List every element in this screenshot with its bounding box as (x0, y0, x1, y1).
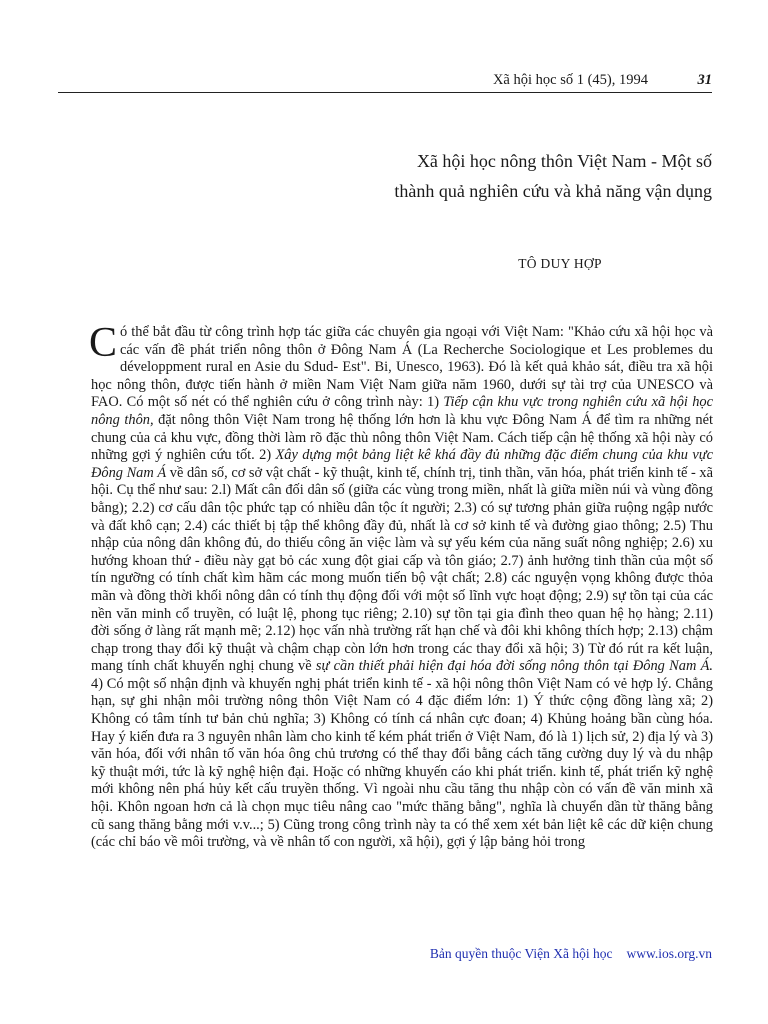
copyright-notice: Bản quyền thuộc Viện Xã hội học (429, 946, 613, 961)
page-footer (380, 946, 712, 962)
article-title-line-1: Xã hội học nông thôn Việt Nam - Một số (416, 151, 712, 171)
running-header (58, 72, 712, 93)
body-text-segment: về dân số, cơ sở vật chất - kỹ thuật, kinh tế, chính trị, tinh thần, văn hóa, phát triển kinh tế - xã hội. Cụ thể như sau: 2.l) Mất cân đối dân số (giữa các vùng trong miền, nhất là giữa miền núi và vùng đồng bằng); 2.2) cơ cấu dân tộc phức tạp có nhiều dân tộc ít người; 2.3) có sự tương phản giữa ruộng ngập nước và đất khô cạn; 2.4) các thiết bị tập thể không đầy đủ, nhất là cơ sở kinh tế và đường giao thông; 2.5) Thu nhập của nông dân không đủ, do thiếu công ăn việc làm và sự yếu kém của năng suất nông nghiệp; 2.6) xu hướng khoan thứ - điều này gạt bỏ các xung đột giai cấp và tôn giáo; 2.7) ảnh hưởng tinh thần của một số tín ngưỡng có tính chất kìm hãm các mong muốn tiến bộ vật chất; 2.8) các nguyện vọng không được thỏa mãn và đồng thời khối nông dân có tính thụ động đối với một số lĩnh vực hoạt động; 2.9) sự tồn tại của các nền văn minh cổ truyền, có luật lệ, phong tục riêng; 2.10) sự tồn tại gia đình theo quan hệ họ hàng; 2.11) đời sống ở làng rất mạnh mẽ; 2.12) học vấn nhà trường rất hạn chế và đôi khi không thích hợp; 2.13) chậm chạp trong thay đổi kỹ thuật và chậm chạp còn lớn hơn trong các thay đổi xã hội; 3) Từ đó rút ra kết luận, mang tính chất khuyến nghị chung về (91, 464, 713, 675)
website-link[interactable]: www.ios.org.vn (626, 946, 712, 961)
article-body (89, 320, 713, 852)
body-italic-segment: sự cần thiết phải hiện đại hóa đời sống nông thôn tại Đông Nam Á. (315, 658, 713, 675)
body-text-segment: ó thể bắt đầu từ công trình hợp tác giữa các chuyên gia ngoại với Việt Nam: "Khảo cứu xã hội học và các vấn đề phát triển nông thôn ở Đông Nam Á (La Recherche Sociologique et Les problemes du développment rural en Asie du Sdud- Est". Bi, Unesco, 1963). Đó là kết quả khảo sát, điều tra xã hội học nông thôn, được tiến hành ở miền Nam Việt Nam giữa năm 1960, dưới sự tài trợ của UNESCO và FAO. Có một số nét có thể nghiên cứu ở công trình này: 1) (91, 324, 713, 411)
body-text-segment: đặt nông thôn Việt Nam trong hệ thống lớn hơn là khu vực Đông Nam Á để tìm ra những nét chung của cả khu vực, đồng thời làm rõ đặc thù nông thôn Việt Nam. Cách tiếp cận hệ thống xã hội này có những gợi ý nghiên cứu tốt. 2) (91, 411, 713, 464)
journal-issue: Xã hội học số 1 (45), 1994 (492, 72, 648, 88)
author-name: TÔ DUY HỢP (518, 256, 602, 271)
body-text-segment: 4) Có một số nhận định và khuyến nghị phát triển kinh tế - xã hội nông thôn Việt Nam có vẻ hợp lý. Chẳng hạn, sự ghi nhận môi trường nông thôn Việt Nam có 4 đặc điểm lớn: 1) Ý thức cộng đồng làng xã; 2) Không có tâm tính tư bản chủ nghĩa; 3) Không có tính cá nhân cực đoan; 4) Khủng hoảng bần cùng hóa. Hay ý kiến đưa ra 3 nguyên nhân làm cho kinh tế kém phát triển ở Việt Nam, đó là 1) lịch sử, 2) địa lý và 3) văn hóa, đối với nhân tố văn hóa ông chủ trương có thể thay đổi bằng cách tăng cường duy lý và du nhập kỹ thuật mới, tức là kỹ nghệ hiện đại. Hoặc có những khuyến cáo khi phát triển. kinh tế, phát triển kỹ nghệ mới không nên phá hủy kết cấu truyền thống. Vì ngoài nhu cầu tăng thu nhập còn có vấn đề văn minh xã hội. Khôn ngoan hơn cả là chọn mục tiêu nâng cao "mức thăng bằng", nghĩa là chuyển dần từ thăng bằng cũ sang thăng bằng mới v.v...; 5) Cũng trong công trình này ta có thể xem xét bản liệt kê các dữ kiện chung (các chỉ báo về môi trường, và về nhân tố con người, xã hội), gợi ý lập bảng hỏi trong (91, 675, 713, 851)
drop-cap: C (89, 320, 118, 366)
body-italic-segment: Xây dựng một bảng liệt kê khá đầy đủ những đặc điểm chung của khu vực Đông Nam Á (91, 447, 713, 481)
article-title (300, 146, 712, 206)
page-number: 31 (697, 72, 712, 88)
body-italic-segment: Tiếp cận khu vực trong nghiên cứu xã hội học nông thôn, (91, 394, 713, 428)
article-title-line-2: thành quả nghiên cứu và khả năng vận dụng (394, 181, 712, 201)
